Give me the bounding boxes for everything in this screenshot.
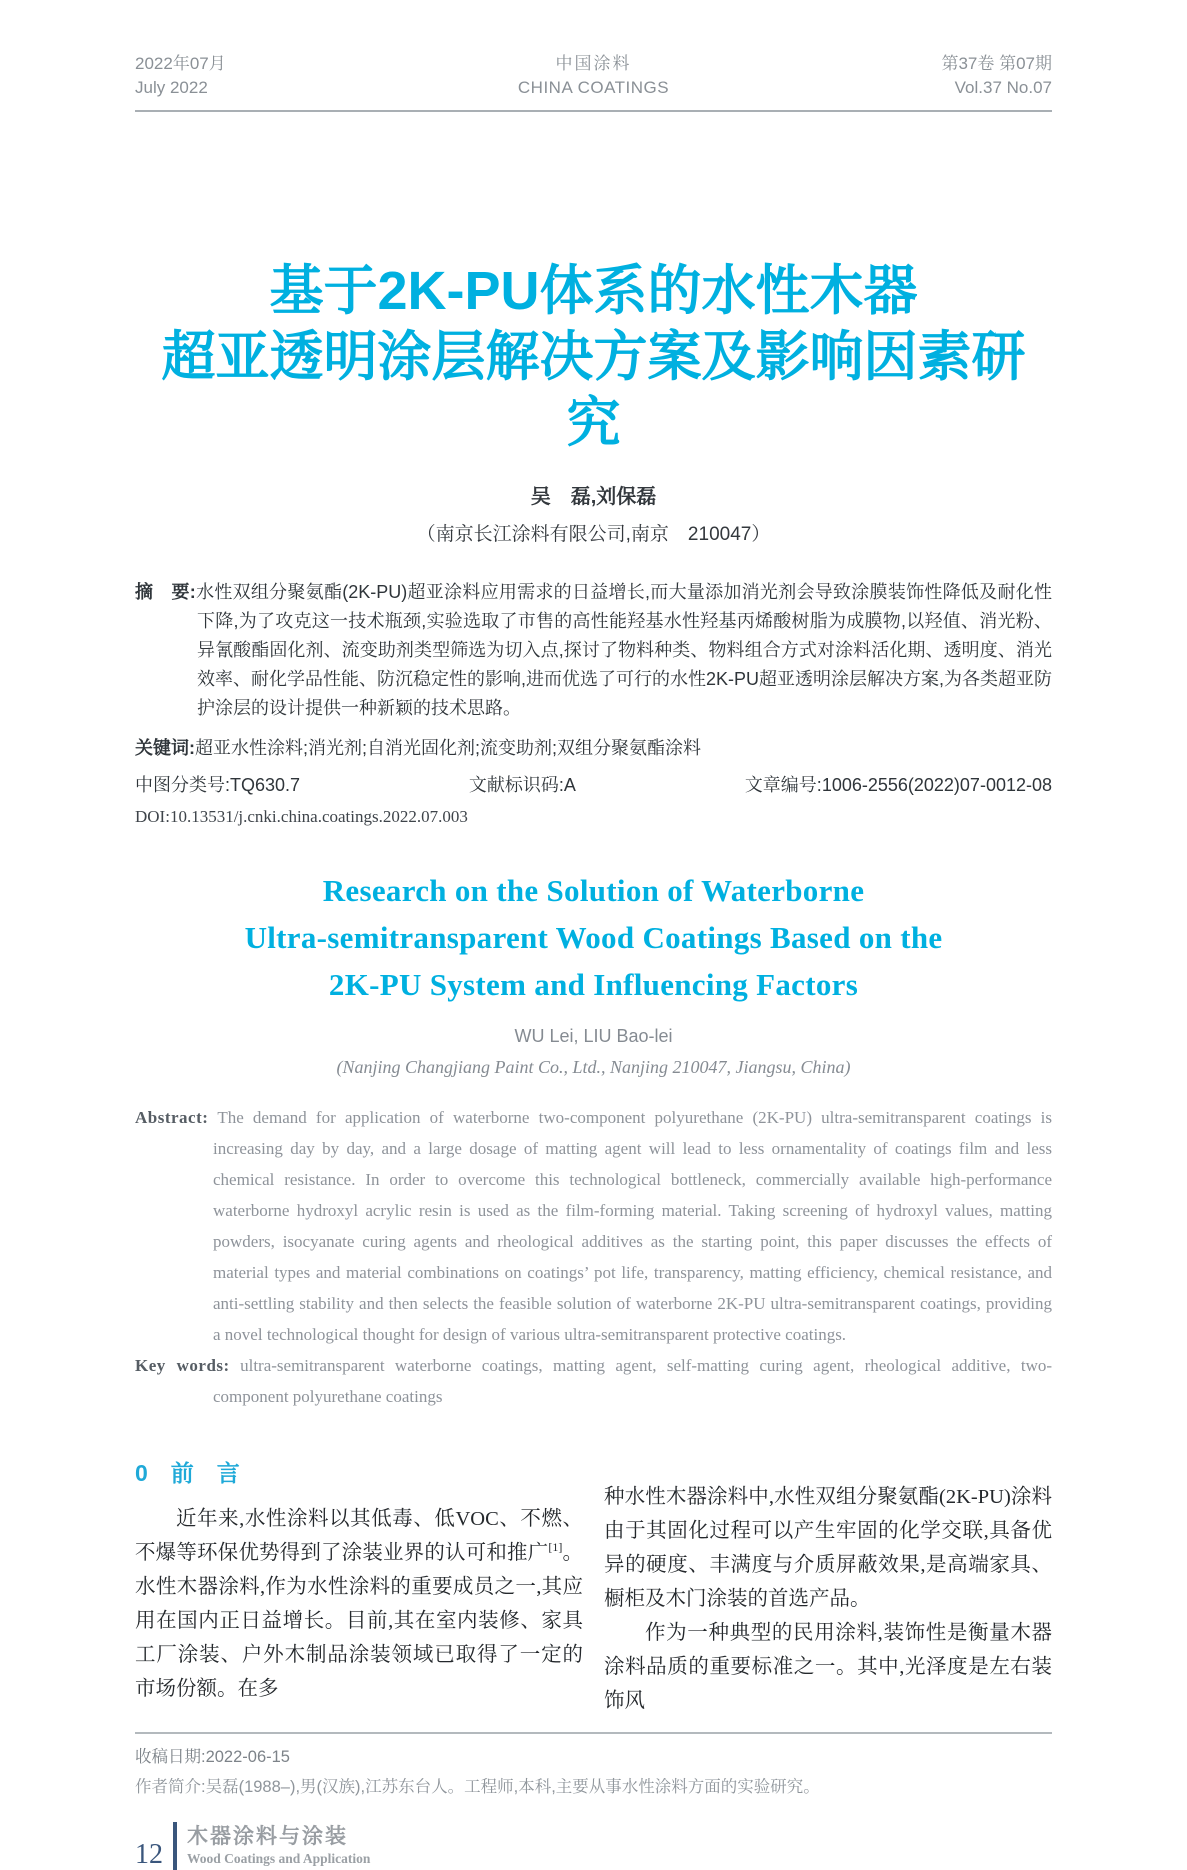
header-volume-issue [822,52,1052,100]
article-title-cn [135,258,1052,456]
intro-paragraph-2: 作为一种典型的民用涂料,装饰性是衡量木器涂料品质的重要标准之一。其中,光泽度是左右装饰风 [604,1622,1052,1712]
article-title-en-line1: Research on the Solution of Waterborne [322,873,865,908]
article-title-cn-line1: 基于2K-PU体系的水性木器 [269,261,918,321]
keywords-en-text: ultra-semitransparent waterborne coatings, matting agent, self-matting curing agent, rheological additive, two-component polyurethane coatings [213,1356,1053,1406]
journal-name-cn: 中国涂料 [555,54,632,73]
footnote-block [135,1732,1052,1800]
affiliation-en: (Nanjing Changjiang Paint Co., Ltd., Nanjing 210047, Jiangsu, China) [336,1057,851,1077]
journal-header [135,52,1052,112]
document-code: 文献标识码:A [468,775,576,795]
clc-number: 中图分类号:TQ630.7 [135,775,301,795]
keywords-cn-text: 超亚水性涂料;消光剂;自消光固化剂;流变助剂;双组分聚氨酯涂料 [195,738,702,758]
keywords-cn [135,735,1052,762]
article-title-en-line3: 2K-PU System and Influencing Factors [328,967,859,1002]
keywords-en-label: Key words: [135,1356,230,1375]
abstract-en [135,1102,1052,1350]
keywords-cn-label: 关键词: [135,738,195,758]
article-id: 文章编号:1006-2556(2022)07-0012-08 [744,775,1052,795]
journal-name-en: CHINA COATINGS [517,78,670,97]
author-bio: 作者简介:吴磊(1988–),男(汉族),江苏东台人。工程师,本科,主要从事水性涂料方面的实验研究。 [135,1778,820,1796]
abstract-en-text: The demand for application of waterborne two-component polyurethane (2K-PU) ultra-semitransparent coatings is increasing day by day, and a large dosage of matting agent will lead to less ornamentality of coatings film and less chemical resistance. In order to overcome this technological bottleneck, commercially available high-performance waterborne hydroxyl acrylic resin is used as the film-forming material. Taking screening of hydroxyl values, matting powders, isocyanate curing agents and rheological additives as the starting point, this paper discusses the effects of material types and material combinations on coatings’ pot life, transparency, matting efficiency, chemical resistance, and anti-settling stability and then selects the feasible solution of waterborne 2K-PU ultra-semitransparent coatings, providing a novel technological thought for design of various ultra-semitransparent protective coatings. [213,1108,1052,1344]
article-title-cn-line2: 超亚透明涂层解决方案及影响因素研究 [161,327,1026,453]
introduction-section [135,1458,1052,1718]
doi: DOI:10.13531/j.cnki.china.coatings.2022.07.003 [135,807,468,826]
header-issue-date [135,52,365,100]
intro-paragraph-1-cont: 。水性木器涂料,作为水性涂料的重要成员之一,其应用在国内正日益增长。目前,其在室内装修、家具工厂涂装、户外木制品涂装领域已取得了一定的市场份额。在多 [135,1542,584,1700]
page-number: 12 [135,1839,163,1870]
footer-journal-en: Wood Coatings and Application [187,1851,371,1866]
authors-cn: 吴 磊,刘保磊 [530,486,657,508]
abstract-en-label: Abstract: [135,1108,209,1127]
intro-left-column [135,1458,583,1718]
keywords-en [135,1350,1052,1412]
volume-issue-cn: 第37卷 第07期 [941,54,1052,73]
classification-row [135,772,1052,798]
intro-right-column [604,1458,1052,1718]
abstract-cn-label: 摘 要: [135,582,196,602]
received-date: 收稿日期:2022-06-15 [135,1748,290,1766]
intro-paragraph-1 [135,1502,583,1706]
reference-mark-1: [1] [548,1540,563,1555]
page [0,52,1187,1870]
article-title-en-line2: Ultra-semitransparent Wood Coatings Based on the [244,920,943,955]
footer-divider-bar [173,1822,177,1870]
abstract-cn-text: 水性双组分聚氨酯(2K-PU)超亚涂料应用需求的日益增长,而大量添加消光剂会导致涂膜装饰性降低及耐化性下降,为了攻克这一技术瓶颈,实验选取了市售的高性能羟基水性羟基丙烯酸树脂为成膜物,以羟值、消光粉、异氰酸酯固化剂、流变助剂类型筛选为切入点,探讨了物料种类、物料组合方式对涂料活化期、透明度、消光效率、耐化学品性能、防沉稳定性的影响,进而优选了可行的水性2K-PU超亚透明涂层解决方案,为各类超亚防护涂层的设计提供一种新颖的技术思路。 [195,582,1053,718]
page-footer [135,1822,1052,1870]
footer-journal-cn: 木器涂料与涂装 [187,1825,348,1848]
volume-issue-en: Vol.37 No.07 [954,78,1052,97]
section-heading-0: 0 前 言 [135,1460,240,1486]
article-title-en [135,867,1052,1008]
intro-paragraph-1-continued: 种水性木器涂料中,水性双组分聚氨酯(2K-PU)涂料由于其固化过程可以产生牢固的化学交联,具备优异的硬度、丰满度与介质屏蔽效果,是高端家具、橱柜及木门涂装的首选产品。 [604,1486,1052,1610]
intro-paragraph-1-text: 近年来,水性涂料以其低毒、低VOC、不燃、不爆等环保优势得到了涂装业界的认可和推广 [135,1508,583,1564]
footer-journal-block [187,1824,370,1868]
affiliation-cn: （南京长江涂料有限公司,南京 210047） [416,524,771,545]
abstract-cn [135,578,1052,723]
issue-date-cn: 2022年07月 [135,54,226,73]
issue-date-en: July 2022 [135,78,208,97]
authors-en: WU Lei, LIU Bao-lei [514,1026,673,1046]
header-journal-name [365,52,822,100]
